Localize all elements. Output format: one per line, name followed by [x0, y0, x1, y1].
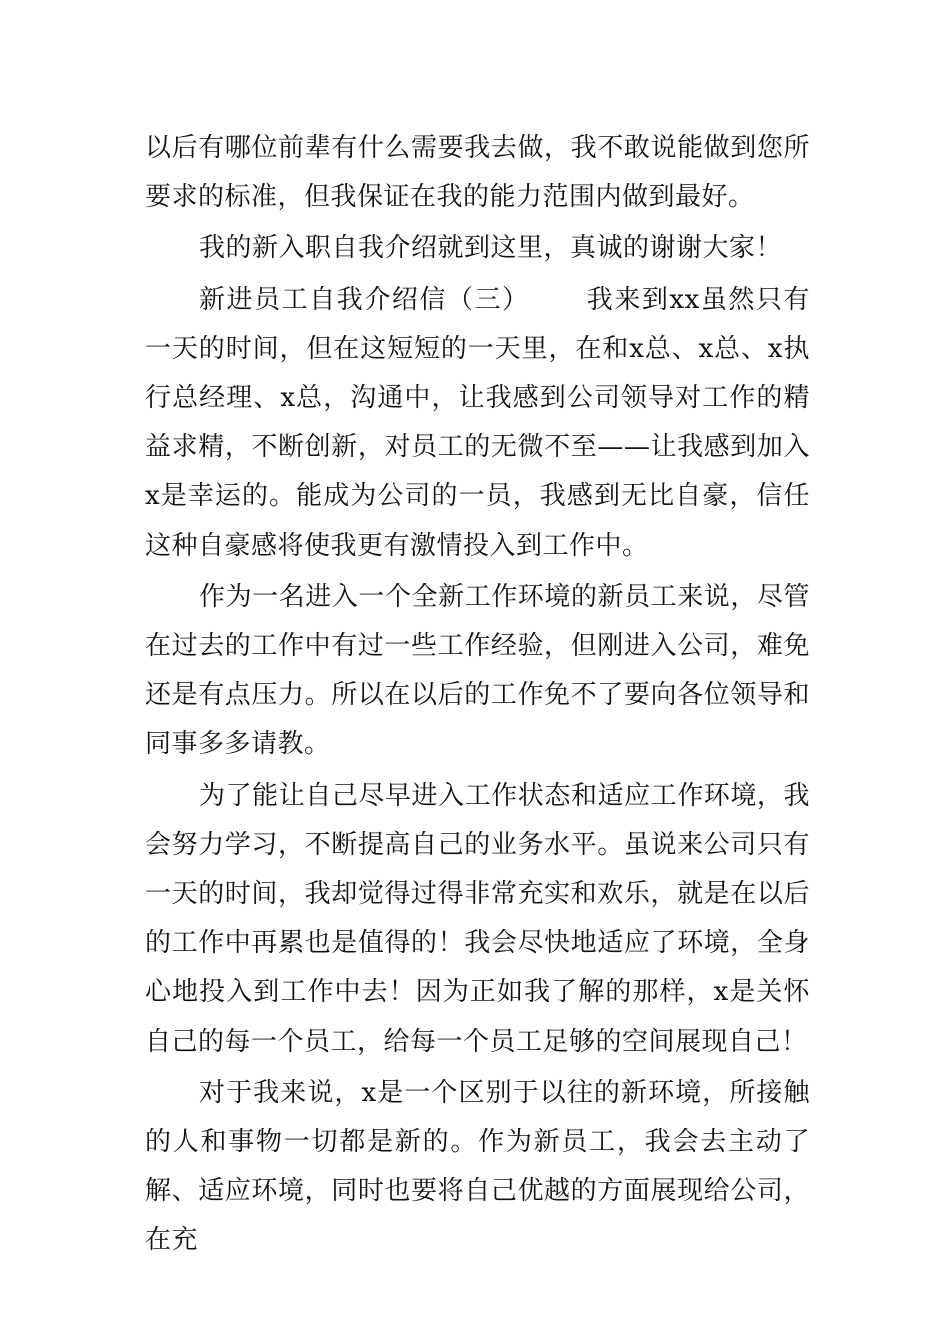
paragraph-1: 以后有哪位前辈有什么需要我去做，我不敢说能做到您所要求的标准，但我保证在我的能力范围内做到最好。 [145, 133, 810, 213]
letter-title: 新进员工自我介绍信（三） [199, 284, 530, 315]
paragraph-4: 作为一名进入一个全新工作环境的新员工来说，尽管在过去的工作中有过一些工作经验，但刚进入公司，难免还是有点压力。所以在以后的工作免不了要向各位领导和同事多多请教。 [145, 581, 810, 760]
paragraph-3 [145, 276, 810, 571]
paragraph-5: 为了能让自己尽早进入工作状态和适应工作环境，我会努力学习，不断提高自己的业务水平。虽说来公司只有一天的时间，我却觉得过得非常充实和欢乐，就是在以后的工作中再累也是值得的！我会尽快地适应了环境，全身心地投入到工作中去！因为正如我了解的那样，x是关怀自己的每一个员工，给每一个员工足够的空间展现自己！ [145, 780, 810, 1057]
document-body [145, 124, 810, 1266]
paragraph-2: 我的新入职自我介绍就到这里，真诚的谢谢大家！ [199, 233, 783, 264]
paragraph-6: 对于我来说，x是一个区别于以往的新环境，所接触的人和事物一切都是新的。作为新员工，我会去主动了解、适应环境，同时也要将自己优越的方面展现给公司，在充 [145, 1077, 810, 1256]
paragraph-3-body: 我来到xx虽然只有一天的时间，但在这短短的一天里，在和x总、x总、x执行总经理、x总，沟通中，让我感到公司领导对工作的精益求精，不断创新，对员工的无微不至——让我感到加入x是幸运的。能成为公司的一员，我感到无比自豪，信任这种自豪感将使我更有激情投入到工作中。 [145, 284, 810, 561]
